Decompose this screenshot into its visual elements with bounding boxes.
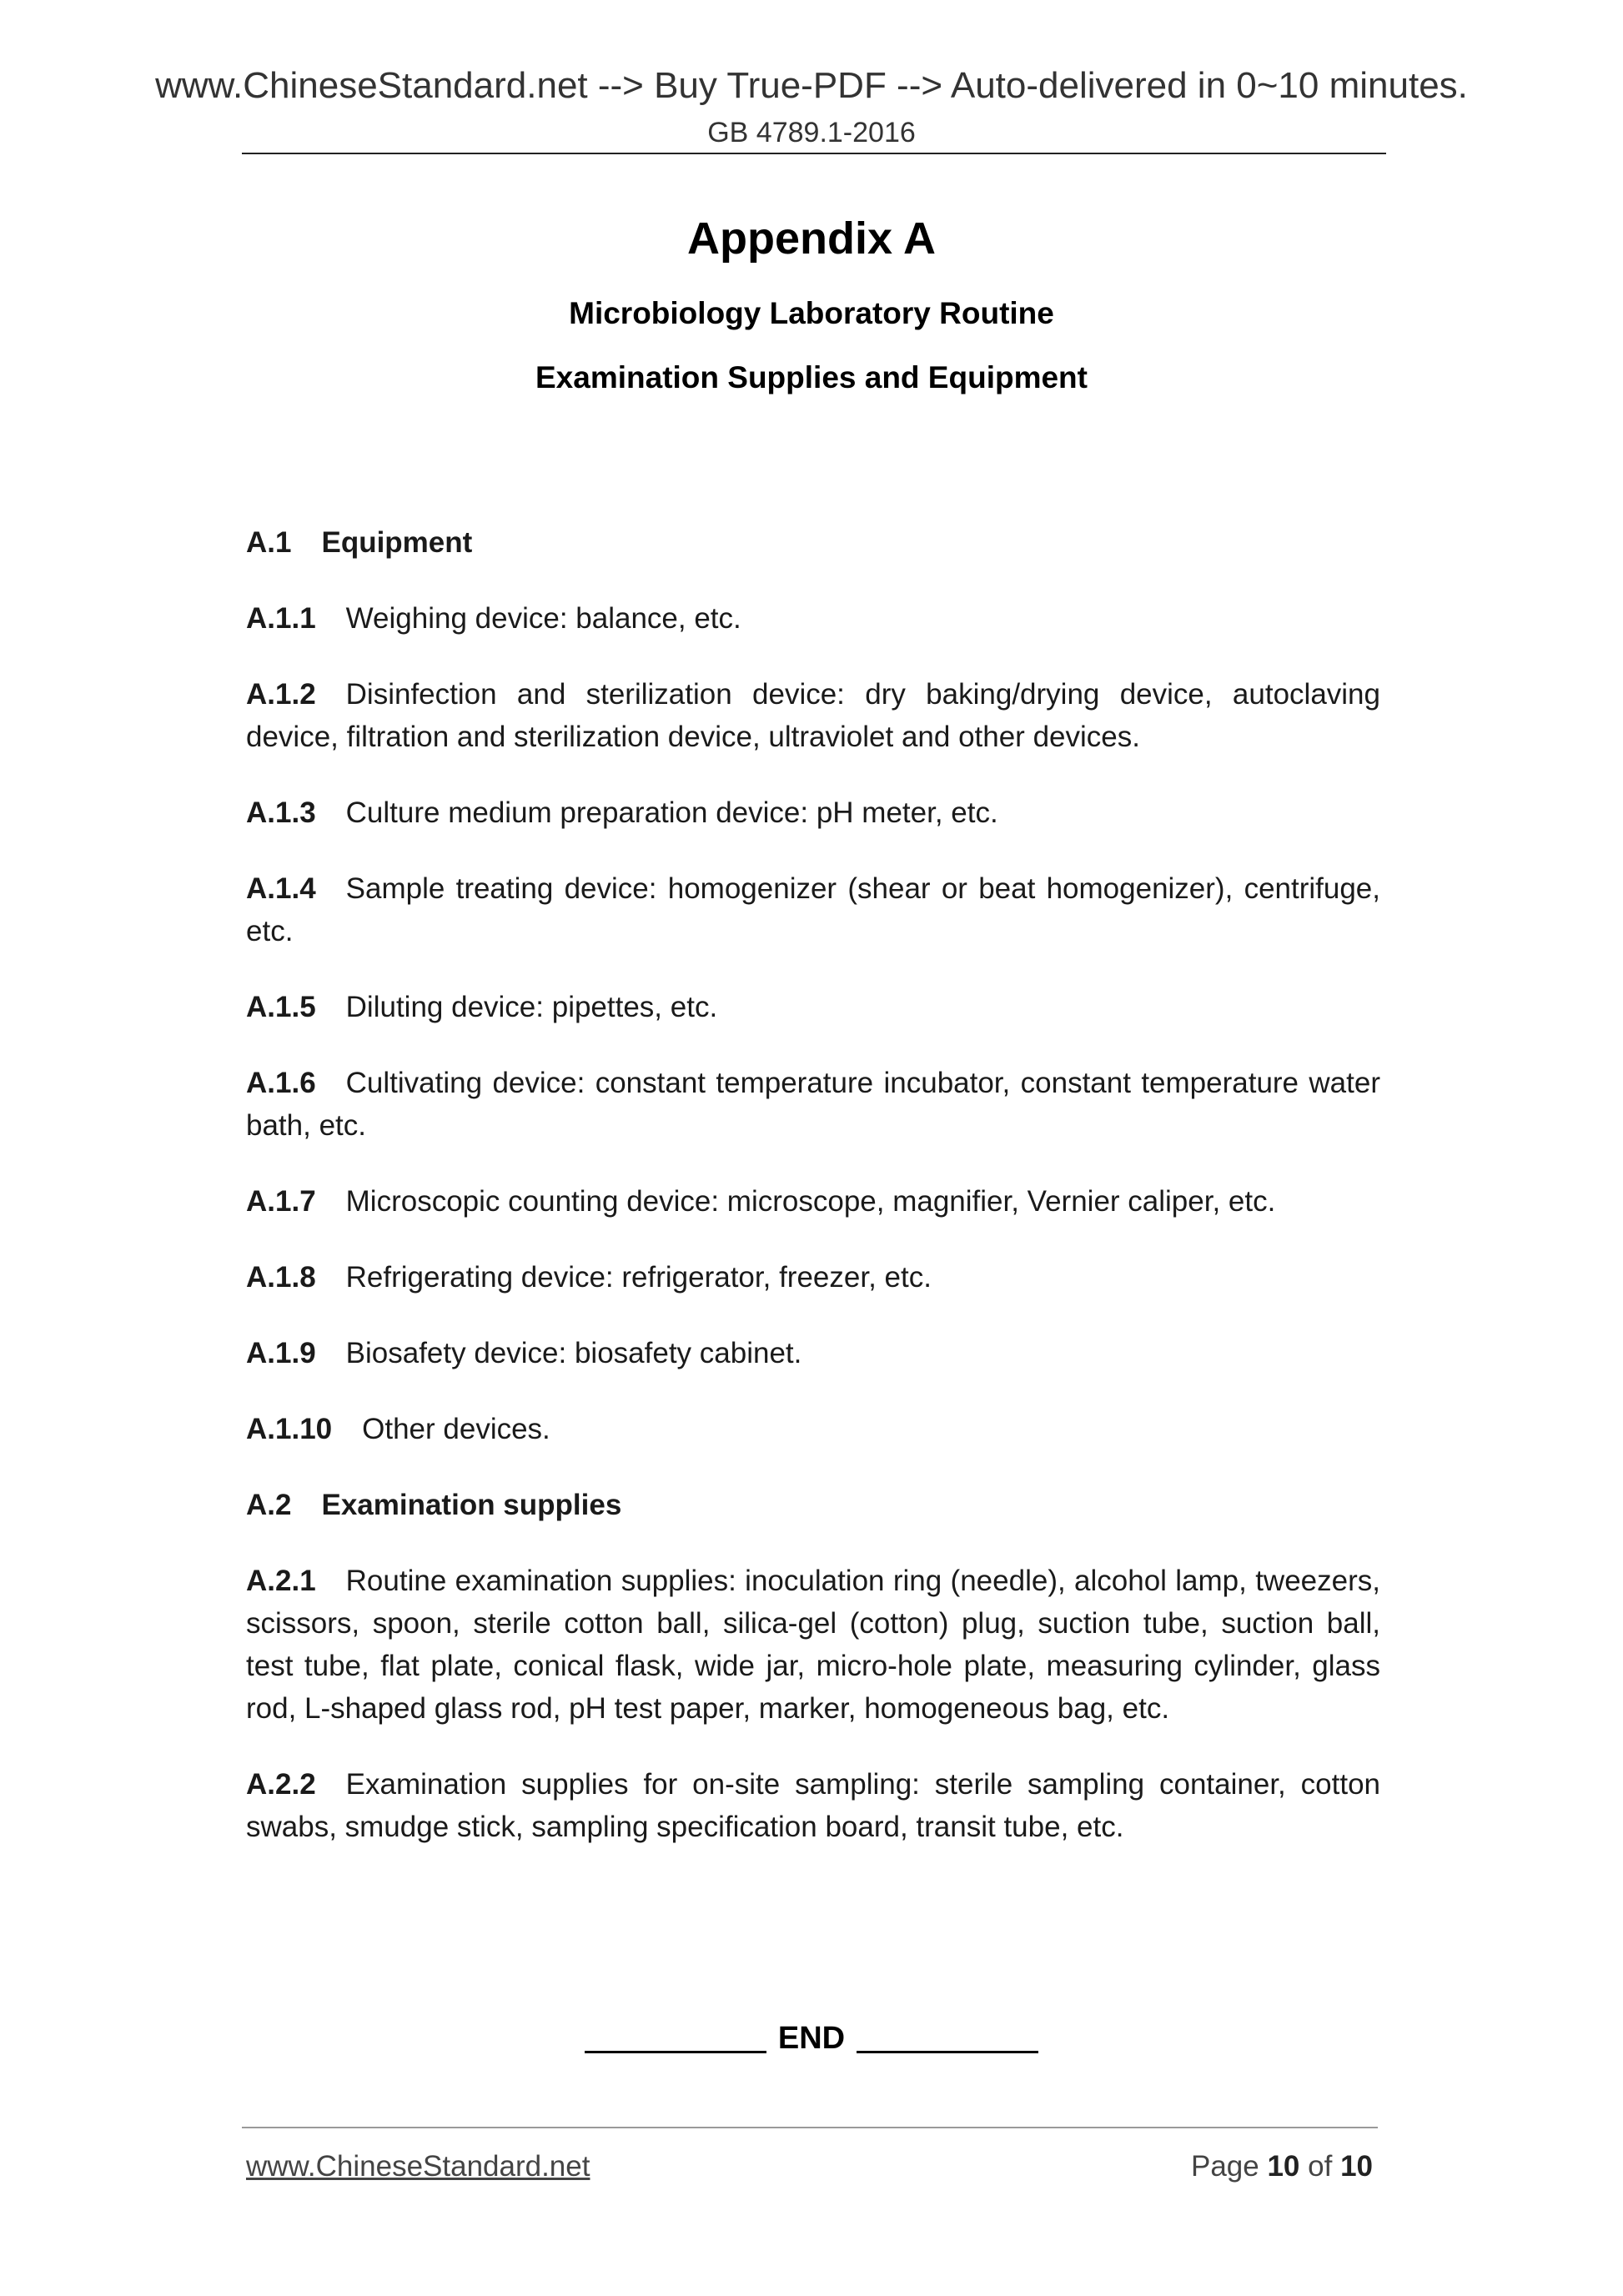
header-divider <box>242 153 1386 154</box>
section-title: Examination supplies <box>321 1489 622 1521</box>
section-number: A.1 <box>246 526 292 559</box>
clause-text: Weighing device: balance, etc. <box>345 602 741 635</box>
clause-a1-3 <box>246 791 1380 834</box>
clause-text: Culture medium preparation device: pH meter, etc. <box>345 796 998 829</box>
clause-number: A.1.2 <box>246 678 316 711</box>
page-of: of <box>1308 2150 1333 2183</box>
clause-a2-1 <box>246 1560 1380 1730</box>
clause-number: A.1.1 <box>246 602 316 635</box>
appendix-subtitle-line-2: Examination Supplies and Equipment <box>535 360 1088 394</box>
clause-text: Examination supplies for on-site sampling: sterile sampling container, cotton swabs, smudge stick, sampling specification board, transit tube, etc. <box>246 1768 1380 1843</box>
section-title: Equipment <box>321 526 473 559</box>
page-prefix: Page <box>1190 2150 1259 2183</box>
end-rule-left <box>585 2051 766 2053</box>
footer-website-link[interactable]: www.ChineseStandard.net <box>246 2150 590 2183</box>
clause-text: Other devices. <box>362 1413 550 1445</box>
standard-number: GB 4789.1-2016 <box>707 117 916 148</box>
clause-number: A.2.1 <box>246 1565 316 1597</box>
clause-number: A.2.2 <box>246 1768 316 1801</box>
clause-text: Refrigerating device: refrigerator, freezer, etc. <box>345 1261 932 1294</box>
clause-text: Sample treating device: homogenizer (shear or beat homogenizer), centrifuge, etc. <box>246 872 1380 947</box>
clause-text: Diluting device: pipettes, etc. <box>345 991 718 1023</box>
clause-text: Cultivating device: constant temperature incubator, constant temperature water bath, etc. <box>246 1067 1380 1142</box>
clause-text: Disinfection and sterilization device: dry baking/drying device, autoclaving device, filtration and sterilization device, ultraviolet and other devices. <box>246 678 1380 753</box>
clause-number: A.1.10 <box>246 1413 333 1445</box>
clause-a1-9 <box>246 1332 1380 1374</box>
page-indicator <box>1191 2150 1373 2183</box>
clause-a1-8 <box>246 1256 1380 1299</box>
clause-number: A.1.3 <box>246 796 316 829</box>
end-marker <box>0 2021 1623 2057</box>
clause-a1-10 <box>246 1408 1380 1450</box>
clause-a1-2 <box>246 673 1380 758</box>
clause-a1-1 <box>246 597 1380 640</box>
clause-text: Microscopic counting device: microscope, magnifier, Vernier caliper, etc. <box>345 1185 1276 1218</box>
footer-divider <box>242 2127 1378 2128</box>
section-heading-a1 <box>246 521 1380 564</box>
clause-text: Routine examination supplies: inoculation ring (needle), alcohol lamp, tweezers, scissors, spoon, sterile cotton ball, silica-gel (cotton) plug, suction tube, suction ball, test tube, flat plate, conical flask, wide jar, micro-hole plate, measuring cylinder, glass rod, L-shaped glass rod, pH test paper, marker, homogeneous bag, etc. <box>246 1565 1380 1725</box>
appendix-subtitle-line-1: Microbiology Laboratory Routine <box>569 296 1054 330</box>
clause-number: A.1.5 <box>246 991 316 1023</box>
section-number: A.2 <box>246 1489 292 1521</box>
clause-text: Biosafety device: biosafety cabinet. <box>345 1337 802 1369</box>
end-rule-right <box>857 2051 1038 2053</box>
clause-a2-2 <box>246 1763 1380 1848</box>
page-current: 10 <box>1267 2150 1300 2183</box>
clause-number: A.1.7 <box>246 1185 316 1218</box>
clause-a1-5 <box>246 986 1380 1028</box>
document-body <box>246 521 1380 1882</box>
clause-number: A.1.9 <box>246 1337 316 1369</box>
header-banner: www.ChineseStandard.net --> Buy True-PDF --> Auto-delivered in 0~10 minutes. <box>155 65 1468 106</box>
appendix-title: Appendix A <box>686 214 936 264</box>
clause-number: A.1.6 <box>246 1067 316 1099</box>
clause-a1-7 <box>246 1180 1380 1223</box>
page-total: 10 <box>1340 2150 1373 2183</box>
end-label: END <box>777 2021 846 2056</box>
section-heading-a2 <box>246 1484 1380 1526</box>
clause-a1-6 <box>246 1062 1380 1147</box>
clause-number: A.1.8 <box>246 1261 316 1294</box>
clause-a1-4 <box>246 867 1380 952</box>
clause-number: A.1.4 <box>246 872 316 905</box>
